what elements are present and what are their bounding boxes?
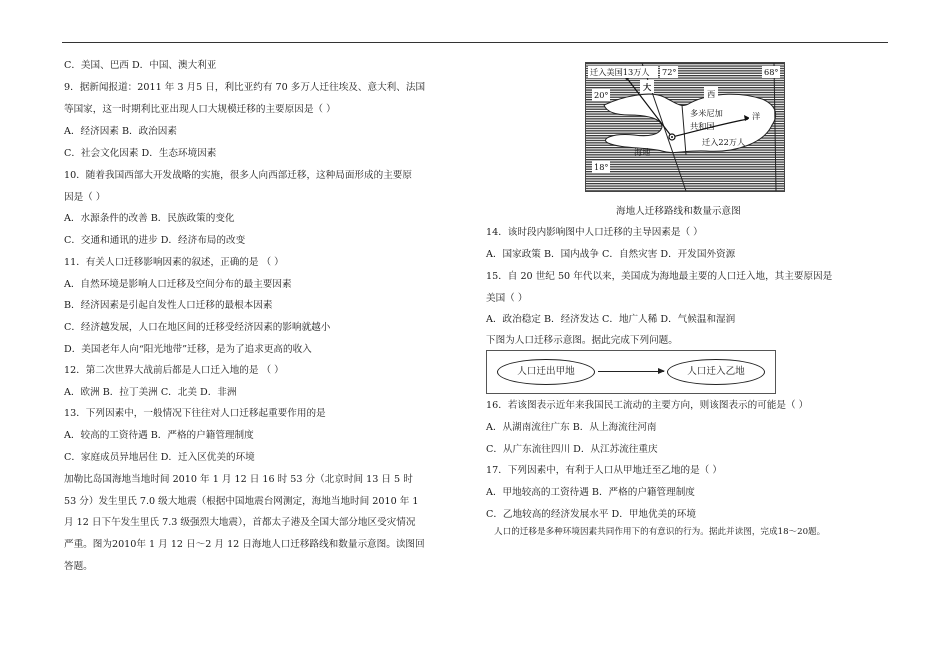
q17-options-ab: A．甲地较高的工资待遇 B．严格的户籍管理制度 bbox=[486, 487, 695, 498]
q15-options: A．政治稳定 B．经济发达 C．地广人稀 D．气候温和湿润 bbox=[486, 314, 736, 325]
label-xi: 西 bbox=[707, 89, 716, 99]
q10-options-ab: A．水源条件的改善 B．民族政策的变化 bbox=[64, 213, 235, 224]
map-graphic bbox=[586, 63, 784, 191]
q11-option-d: D．美国老年人向“阳光地带”迁移，是为了追求更高的收入 bbox=[64, 344, 312, 355]
q9-options-cd: C．社会文化因素 D．生态环境因素 bbox=[64, 148, 217, 159]
q15-stem-line1: 15．自 20 世纪 50 年代以来，美国成为海地最主要的人口迁入地，其主要原因是 bbox=[486, 271, 833, 282]
q16-stem: 16．若该图表示近年来我国民工流动的主要方向，则该图表示的可能是（ ） bbox=[486, 400, 809, 411]
haiti-passage-line3: 月 12 日下午发生里氏 7.3 级强烈大地震），首都太子港及全国大部分地区受灾情况 bbox=[64, 517, 416, 528]
q11-stem: 11．有关人口迁移影响因素的叙述，正确的是 （ ） bbox=[64, 257, 284, 268]
q11-option-b: B．经济因素是引起自发性人口迁移的最根本因素 bbox=[64, 300, 273, 311]
label-to-dr: 迁入22万人 bbox=[702, 137, 746, 147]
q14-stem: 14．该时段内影响图中人口迁移的主导因素是（ ） bbox=[486, 227, 703, 238]
flow-intro: 下图为人口迁移示意图。据此完成下列问题。 bbox=[486, 335, 678, 346]
q17-options-cd: C．乙地较高的经济发展水平 D．甲地优美的环境 bbox=[486, 509, 696, 520]
label-da: 大 bbox=[643, 82, 652, 92]
map-caption: 海地人迁移路线和数量示意图 bbox=[616, 206, 741, 217]
q11-option-c: C．经济越发展，人口在地区间的迁移受经济因素的影响就越小 bbox=[64, 322, 331, 333]
haiti-passage-line1: 加勒比岛国海地当地时间 2010 年 1 月 12 日 16 时 53 分（北京时间 13 日 5 时 bbox=[64, 474, 413, 485]
destination-oval: 人口迁入乙地 bbox=[667, 359, 765, 385]
q9-options-ab: A．经济因素 B．政治因素 bbox=[64, 126, 177, 137]
label-lat18: 18° bbox=[594, 162, 609, 172]
haiti-passage-line4: 严重。图为2010年 1 月 12 日～2 月 12 日海地人口迁移路线和数量示意图。读图回 bbox=[64, 539, 425, 550]
q15-stem-line2: 美国（ ） bbox=[486, 293, 528, 304]
label-dominican-line2: 共和国 bbox=[690, 121, 715, 131]
q18-20-intro: 人口的迁移是多种环境因素共同作用下的有意识的行为。据此并读图，完成18～20题。 bbox=[494, 527, 826, 537]
label-dominican-line1: 多米尼加 bbox=[690, 108, 723, 118]
label-to-usa: 迁入美国13万人 bbox=[590, 67, 650, 77]
q10-stem-line1: 10．随着我国西部大开发战略的实施，很多人向西部迁移，这种局面形成的主要原 bbox=[64, 170, 412, 181]
q8-options-cd: C．美国、巴西 D．中国、澳大利亚 bbox=[64, 60, 217, 71]
label-yang: 洋 bbox=[752, 111, 761, 121]
label-haiti: 海地 bbox=[634, 147, 651, 157]
origin-oval: 人口迁出甲地 bbox=[497, 359, 595, 385]
q9-stem-line1: 9．据新闻报道：2011 年 3 月5 日，利比亚约有 70 多万人迁往埃及、意大利、法国 bbox=[64, 82, 426, 93]
migration-flow-diagram bbox=[486, 350, 776, 394]
label-lat72: 72° bbox=[662, 67, 677, 77]
q12-stem: 12．第二次世界大战前后都是人口迁入地的是 （ ） bbox=[64, 365, 284, 376]
q13-options-ab: A．较高的工资待遇 B．严格的户籍管理制度 bbox=[64, 430, 254, 441]
port-au-prince-dot bbox=[671, 136, 673, 138]
q10-stem-line2: 因是（ ） bbox=[64, 192, 106, 203]
q12-options: A．欧洲 B．拉丁美洲 C．北美 D．非洲 bbox=[64, 387, 237, 398]
haiti-passage-line2: 53 分）发生里氏 7.0 级大地震（根据中国地震台网测定，海地当地时间 2010 年 1 bbox=[64, 496, 419, 507]
q14-options: A．国家政策 B．国内战争 C．自然灾害 D．开发国外资源 bbox=[486, 249, 736, 260]
q13-options-cd: C．家庭成员异地居住 D．迁入区优美的环境 bbox=[64, 452, 255, 463]
q11-option-a: A．自然环境是影响人口迁移及空间分布的最主要因素 bbox=[64, 279, 292, 290]
haiti-passage-line5: 答题。 bbox=[64, 561, 93, 572]
label-lat20: 20° bbox=[594, 90, 609, 100]
q9-stem-line2: 等国家，这一时期利比亚出现人口大规模迁移的主要原因是（ ） bbox=[64, 104, 336, 115]
flow-arrow bbox=[598, 371, 664, 372]
q13-stem: 13．下列因素中，一般情况下往往对人口迁移起重要作用的是 bbox=[64, 408, 326, 419]
q10-options-cd: C．交通和通讯的进步 D．经济布局的改变 bbox=[64, 235, 246, 246]
q16-options-cd: C．从广东流往四川 D．从江苏流往重庆 bbox=[486, 444, 658, 455]
q16-options-ab: A．从湖南流往广东 B．从上海流往河南 bbox=[486, 422, 657, 433]
haiti-migration-map bbox=[585, 62, 785, 192]
header-rule bbox=[62, 42, 888, 43]
label-lat68: 68° bbox=[764, 67, 779, 77]
q17-stem: 17．下列因素中，有利于人口从甲地迁至乙地的是（ ） bbox=[486, 465, 722, 476]
